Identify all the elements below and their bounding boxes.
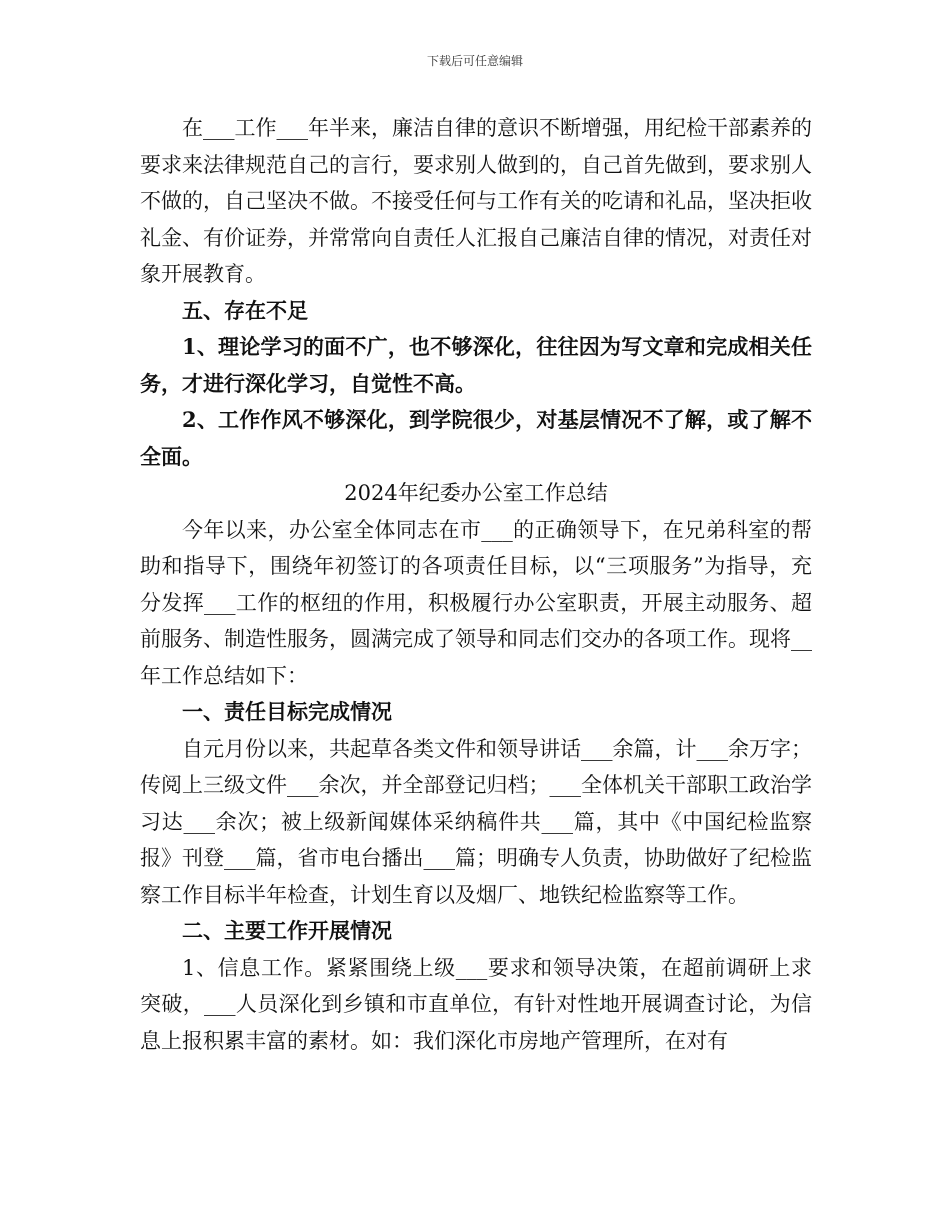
paragraph-intro: 今年以来，办公室全体同志在市___的正确领导下，在兄弟科室的帮助和指导下，围绕年初签订的各项责任目标，以“三项服务”为指导，充分发挥___工作的枢纽的作用，积极履行办公室职责，开展主动服务、超前服务、制造性服务，圆满完成了领导和同志们交办的各项工作。现将__年工作总结如下： (140, 517, 812, 688)
section-heading-shortcomings: 五、存在不足 (182, 297, 308, 323)
paragraph-info-work: 1、信息工作。紧紧围绕上级___要求和领导决策，在超前调研上求突破，___人员深化到乡镇和市直单位，有针对性地开展调查讨论，为信息上报积累丰富的素材。如：我们深化市房地产管理所，在对有 (140, 955, 812, 1053)
section-heading-main-work: 二、主要工作开展情况 (182, 918, 392, 943)
document-title: 2024年纪委办公室工作总结 (344, 481, 608, 505)
shortcoming-item-1: 1、理论学习的面不广，也不够深化，往往因为写文章和完成相关任务，才进行深化学习，自觉性不高。 (140, 334, 812, 396)
document-body (140, 110, 812, 1059)
paragraph-goals: 自元月份以来，共起草各类文件和领导讲话___余篇，计___余万字；传阅上三级文件___余次，并全部登记归档；___全体机关干部职工政治学习达___余次；被上级新闻媒体采纳稿件共___篇，其中《中国纪检监察报》刊登___篇，省市电台播出___篇；明确专人负责，协助做好了纪检监察工作目标半年检查，计划生育以及烟厂、地铁纪检监察等工作。 (140, 736, 812, 907)
paragraph-self-discipline: 在___工作___年半来，廉洁自律的意识不断增强，用纪检干部素养的要求来法律规范自己的言行，要求别人做到的，自己首先做到，要求别人不做的，自己坚决不做。不接受任何与工作有关的吃请和礼品，坚决拒收礼金、有价证券，并常常向自责任人汇报自己廉洁自律的情况，对责任对象开展教育。 (140, 116, 812, 286)
section-heading-goals: 一、责任目标完成情况 (182, 699, 392, 724)
shortcoming-item-2: 2、工作作风不够深化，到学院很少，对基层情况不了解，或了解不全面。 (140, 407, 812, 469)
page-header: 下载后可任意编辑 (426, 54, 523, 68)
